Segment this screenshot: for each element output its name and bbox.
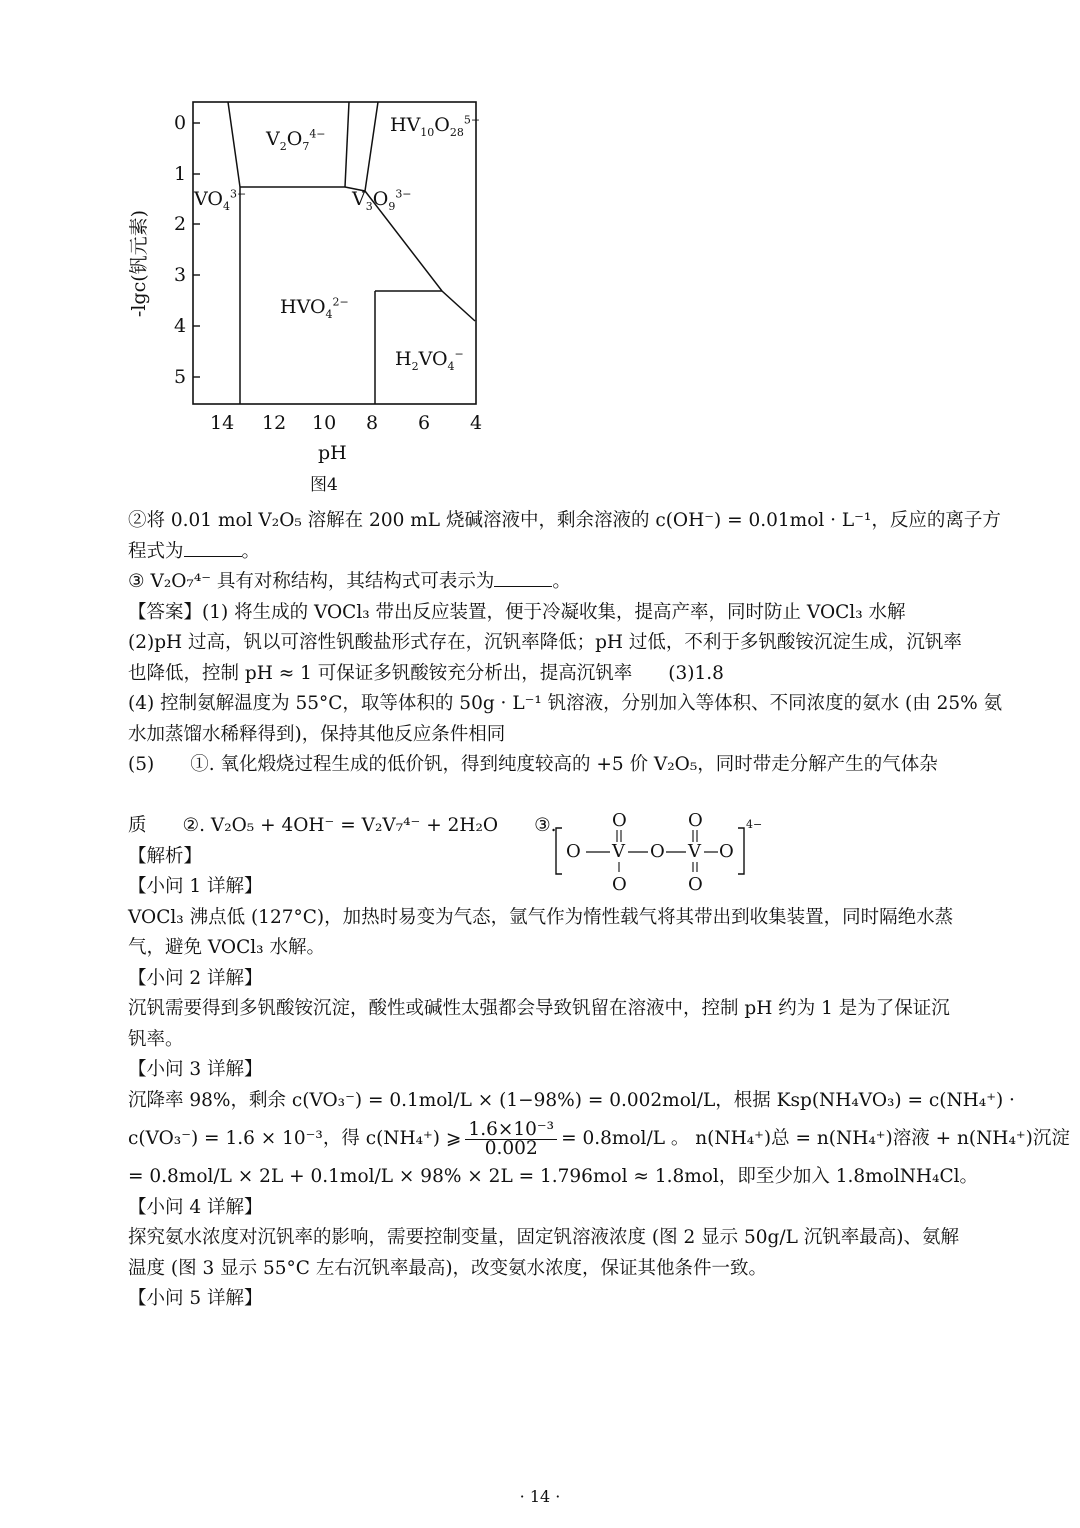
atom-o: O	[719, 841, 734, 862]
q3-line: ③ V₂O₇⁴⁻ 具有对称结构，其结构式可表示为 。	[128, 567, 988, 598]
y-axis-label: -lgc(钒元素)	[128, 209, 151, 318]
section-4-text: 温度 (图 3 显示 55°C 左右沉钒率最高)，改变氨水浓度，保证其他条件一致。	[128, 1257, 768, 1279]
fraction: $\frac{\text{1.6×10⁻³}}{0.002}$	[465, 1121, 557, 1158]
section-3-text: c(VO₃⁻) = 1.6 × 10⁻³，得 c(NH₄⁺) ⩾ $\frac{\text{1.6×10⁻³}}{0.002}$ = 0.8mol/L 。 n(NH₄⁺)总 = n(NH₄⁺)溶液 + n(NH₄⁺)沉淀	[128, 1118, 1070, 1159]
xtick-label: 10	[312, 412, 337, 434]
ytick-label: 4	[174, 315, 187, 337]
section-heading: 【小问 3 详解】	[128, 1059, 263, 1080]
region-label-v3o9: $V_3O_9^{3-}$	[352, 187, 412, 213]
figure-caption: 图4	[310, 475, 338, 495]
answer-4: (4) 控制氨解温度为 55°C，取等体积的 50g · L⁻¹ 钒溶液，分别加入等体积、不同浓度的氨水 (由 25% 氨	[128, 693, 1003, 714]
answer-blank	[494, 568, 552, 587]
region-label-hvo4: $HVO_4^{2-}$	[280, 295, 349, 321]
xtick-label: 12	[262, 412, 287, 434]
ytick-label: 5	[174, 366, 187, 388]
answer-5: 质 ②. V₂O₅ + 4OH⁻ = V₂V₇⁴⁻ + 2H₂O ③.	[128, 814, 557, 836]
xtick-label: 4	[470, 412, 483, 434]
analysis-heading: 【解析】	[128, 845, 203, 867]
section-heading: 【小问 5 详解】	[128, 1288, 263, 1309]
section-1-text: 气，避免 VOCl₃ 水解。	[128, 937, 325, 958]
phase-diagram	[120, 90, 520, 500]
ion-charge: 4−	[746, 818, 763, 831]
atom-o: O	[566, 841, 581, 862]
x-axis-label: pH	[318, 442, 347, 464]
region-label-hv10o28: $HV_{10}O_{28}^{5-}$	[390, 113, 481, 139]
xtick-label: 6	[418, 412, 431, 434]
document-body	[128, 506, 1070, 1315]
section-2-text: 钒率。	[128, 1028, 184, 1050]
xtick-label: 8	[366, 412, 379, 434]
ytick-label: 1	[174, 163, 187, 185]
region-label-h2vo4: $H_2VO_4^-$	[395, 347, 464, 373]
boundary-line	[345, 102, 349, 187]
atom-o: O	[650, 841, 665, 862]
section-3-text: 沉降率 98%，剩余 c(VO₃⁻) = 0.1mol/L × (1−98%) = 0.002mol/L，根据 Ksp(NH₄VO₃) = c(NH₄⁺) ·	[128, 1089, 1015, 1111]
section-heading: 【小问 2 详解】	[128, 967, 263, 989]
region-label-v2o7: $V_2O_7^{4-}$	[266, 127, 326, 153]
q2-line: ②将 0.01 mol V₂O₅ 溶解在 200 mL 烧碱溶液中，剩余溶液的 c(OH⁻) = 0.01mol · L⁻¹，反应的离子方	[128, 510, 1001, 531]
answer-4: 水加蒸馏水稀释得到)，保持其他反应条件相同	[128, 723, 506, 745]
xtick-label: 14	[210, 412, 235, 434]
atom-o: O	[688, 874, 703, 895]
page-number: · 14 ·	[519, 1487, 561, 1506]
q2-line: 程式为 。	[128, 537, 988, 568]
answer-1: 【答案】(1) 将生成的 VOCl₃ 带出反应装置，便于冷凝收集，提高产率，同时防止 VOCl₃ 水解	[128, 601, 906, 623]
ytick-label: 3	[174, 264, 187, 286]
figure-4	[120, 90, 520, 500]
atom-o: O	[688, 810, 703, 831]
answer-3: (3)1.8	[668, 662, 724, 684]
answer-2: (2)pH 过高，钒以可溶性钒酸盐形式存在，沉钒率降低；pH 过低，不利于多钒酸铵沉淀生成，沉钒率	[128, 632, 962, 653]
answer-5: (5) ①. 氧化煅烧过程生成的低价钒，得到纯度较高的 +5 价 V₂O₅，同时带走分解产生的气体杂	[128, 754, 938, 775]
section-heading: 【小问 4 详解】	[128, 1196, 263, 1218]
atom-o: O	[612, 874, 627, 895]
section-2-text: 沉钒需要得到多钒酸铵沉淀，酸性或碱性太强都会导致钒留在溶液中，控制 pH 约为 1 是为了保证沉	[128, 998, 950, 1019]
section-heading: 【小问 1 详解】	[128, 876, 263, 897]
answer-2: 也降低，控制 pH ≈ 1 可保证多钒酸铵充分析出，提高沉钒率 (3)1.8	[128, 662, 724, 684]
answer-blank	[184, 538, 242, 557]
boundary-line	[228, 102, 240, 404]
region-label-vo4: $VO_4^{3-}$	[194, 187, 247, 213]
atom-v: V	[688, 841, 701, 862]
ytick-label: 2	[174, 213, 187, 235]
section-1-text: VOCl₃ 沸点低 (127°C)，加热时易变为气态，氩气作为惰性载气将其带出到收集装置，同时隔绝水蒸	[128, 906, 954, 928]
section-4-text: 探究氨水浓度对沉钒率的影响，需要控制变量，固定钒溶液浓度 (图 2 显示 50g/L 沉钒率最高)、氨解	[128, 1227, 960, 1248]
atom-v: V	[612, 841, 625, 862]
section-3-text: = 0.8mol/L × 2L + 0.1mol/L × 98% × 2L = 1.796mol ≈ 1.8mol，即至少加入 1.8molNH₄Cl。	[128, 1166, 979, 1187]
ytick-label: 0	[174, 112, 187, 134]
atom-o: O	[612, 810, 627, 831]
